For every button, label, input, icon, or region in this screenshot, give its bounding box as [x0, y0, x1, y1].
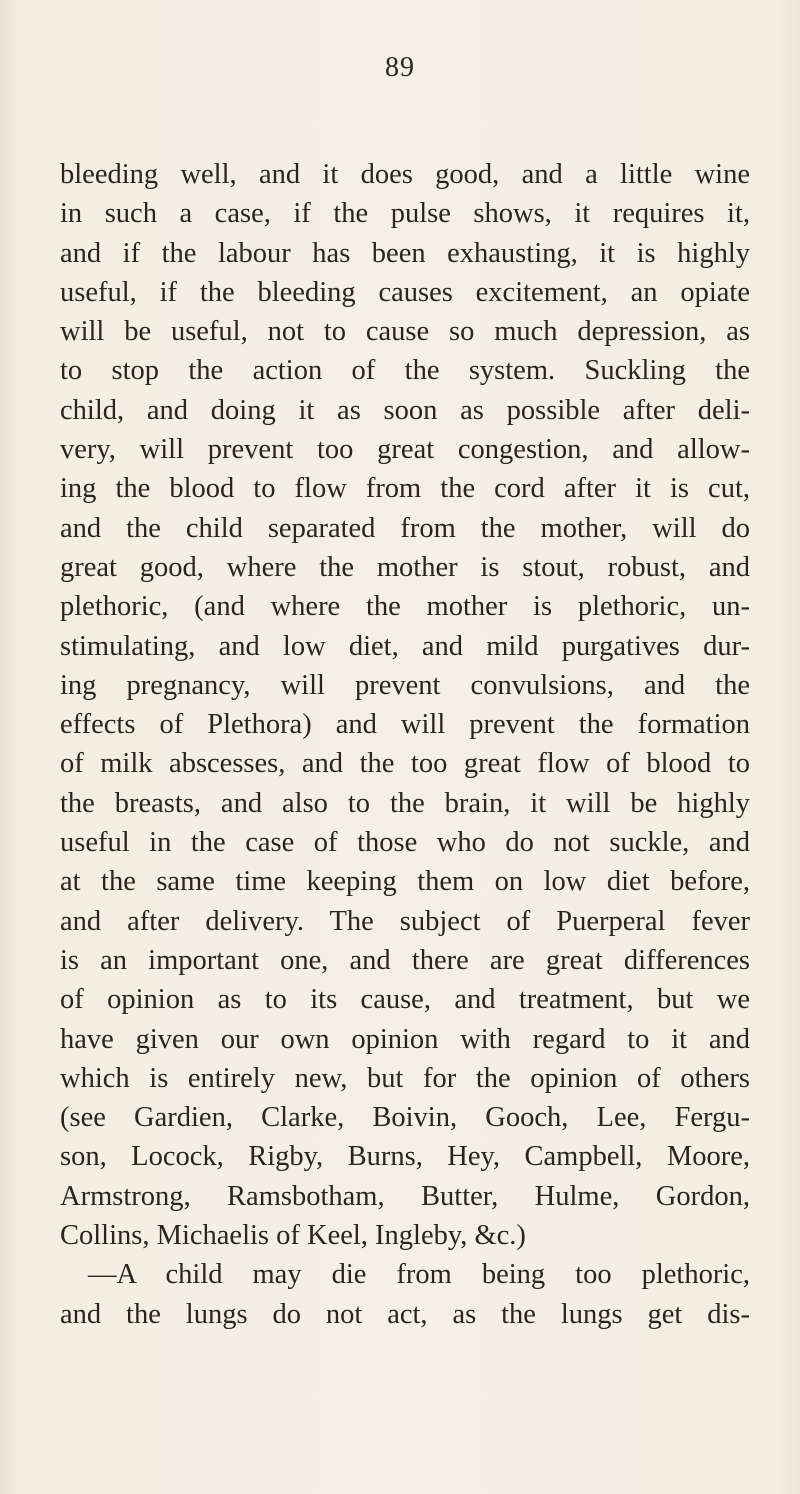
text-line: to stop the action of the system. Suckling the [60, 355, 750, 387]
text-line: and the lungs do not act, as the lungs get dis- [60, 1298, 750, 1330]
text-line: bleeding well, and it does good, and a little wine [60, 159, 750, 190]
text-line: useful, if the bleeding causes excitement, an opiate [60, 276, 750, 308]
text-line: plethoric, (and where the mother is plethoric, un- [60, 591, 750, 623]
text-line: —A child may die from being too plethoric, [88, 1259, 750, 1291]
text-line: son, Locock, Rigby, Burns, Hey, Campbell, Moore, [60, 1141, 750, 1173]
text-line: is an important one, and there are great differences [60, 944, 750, 976]
text-line: which is entirely new, but for the opinion of others [60, 1062, 750, 1094]
text-line: Armstrong, Ramsbotham, Butter, Hulme, Gordon, [60, 1180, 750, 1212]
text-line: the breasts, and also to the brain, it will be highly [60, 787, 750, 819]
text-line: stimulating, and low diet, and mild purgatives dur- [60, 630, 750, 662]
text-line: will be useful, not to cause so much depression, as [60, 316, 750, 348]
text-line: great good, where the mother is stout, robust, and [60, 551, 750, 583]
page-number: 89 [385, 52, 415, 83]
text-line: effects of Plethora) and will prevent the formation [60, 709, 750, 741]
text-line: have given our own opinion with regard to it and [60, 1023, 750, 1055]
text-line: ing pregnancy, will prevent convulsions, and the [60, 669, 750, 701]
text-line: of milk abscesses, and the too great flow of blood to [60, 748, 750, 780]
text-line: (see Gardien, Clarke, Boivin, Gooch, Lee, Fergu- [60, 1102, 750, 1134]
text-line: in such a case, if the pulse shows, it requires it, [60, 198, 750, 230]
text-line: and the child separated from the mother, will do [60, 512, 750, 544]
text-line: useful in the case of those who do not suckle, and [60, 827, 750, 859]
text-line: ing the blood to flow from the cord after it is cut, [60, 473, 750, 505]
text-line: at the same time keeping them on low diet before, [60, 866, 750, 898]
text-line: Collins, Michaelis of Keel, Ingleby, &c.) [60, 1220, 526, 1252]
text-line: very, will prevent too great congestion, and allow- [60, 434, 750, 466]
text-line: and after delivery. The subject of Puerperal fever [60, 905, 750, 937]
text-line: child, and doing it as soon as possible after deli- [60, 394, 750, 426]
body-text [60, 155, 750, 1334]
text-line: and if the labour has been exhausting, it is highly [60, 237, 750, 269]
text-line: of opinion as to its cause, and treatment, but we [60, 984, 750, 1016]
